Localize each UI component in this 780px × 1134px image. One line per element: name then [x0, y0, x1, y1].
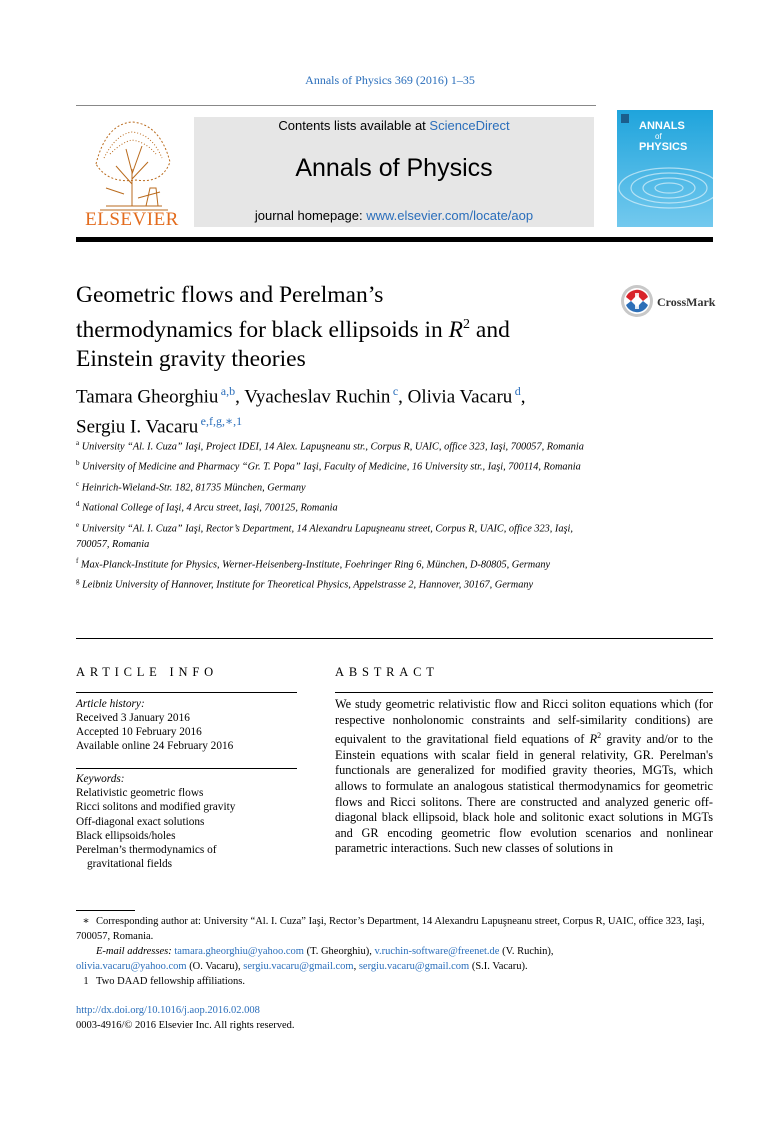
copyright: 0003-4916/© 2016 Elsevier Inc. All rights reserved. [76, 1020, 295, 1031]
title-line-2-end: and [470, 316, 510, 343]
crossmark-label: CrossMark [657, 295, 716, 309]
author-separator: , [398, 386, 408, 408]
author-name: Olivia Vacaru [407, 386, 513, 408]
info-rule [76, 768, 297, 769]
article-history [76, 697, 297, 753]
elsevier-wordmark: ELSEVIER [85, 209, 179, 228]
title-line-3: Einstein gravity theories [76, 345, 306, 372]
affiliation-text: National College of Iaşi, 4 Arcu street, Iaşi, 700125, Romania [82, 502, 338, 514]
title-line-2 [76, 310, 596, 345]
author-separator: , [235, 386, 245, 408]
journal-cover [617, 110, 713, 227]
online-date: Available online 24 February 2016 [76, 740, 234, 752]
info-rule [76, 692, 297, 693]
affiliation-mark: c [76, 479, 80, 488]
article-title [76, 281, 596, 374]
received-date: Received 3 January 2016 [76, 712, 190, 724]
author-name: Vyacheslav Ruchin [244, 386, 391, 408]
title-line-2-start: thermodynamics for black ellipsoids in [76, 316, 449, 343]
history-label: Article history: [76, 698, 145, 710]
keyword-item: Off-diagonal exact solutions [76, 815, 205, 828]
affiliation-mark: g [76, 577, 80, 586]
homepage-link[interactable]: www.elsevier.com/locate/aop [366, 208, 534, 223]
abstract-part-1: We study geometric relativistic flow and Ricci soliton equations which (for respective nonholonomic constraints and self-similarity conditions) are equivalent to the gravitational field equations of [335, 697, 713, 747]
contents-line [194, 118, 594, 133]
author-affil-marks[interactable]: c [392, 384, 399, 398]
affiliation-item [76, 497, 596, 516]
doi-block [76, 1003, 295, 1033]
affiliation-mark: e [76, 520, 80, 529]
keyword-item: Black ellipsoids/holes [76, 829, 176, 842]
abstract-rule [335, 692, 713, 693]
header-thick-rule [76, 237, 713, 242]
email-owner: , [353, 961, 359, 972]
title-line-1: Geometric flows and Perelman’s [76, 282, 384, 308]
elsevier-logo [76, 114, 188, 228]
affiliation-text: Heinrich-Wieland-Str. 182, 81735 München, Germany [81, 482, 306, 494]
author-affil-marks[interactable]: e,f,g,∗,1 [200, 414, 243, 429]
footnote-mark: 1 [83, 976, 89, 987]
homepage-line [194, 208, 594, 223]
email-owner: (V. Ruchin), [499, 946, 554, 957]
abstract-R: R [589, 732, 598, 747]
affiliation-mark: d [76, 500, 80, 509]
author-name: Tamara Gheorghiu [76, 386, 219, 408]
email-owner: (O. Vacaru), [186, 961, 244, 972]
crossmark-button[interactable] [619, 283, 719, 323]
sciencedirect-link[interactable]: ScienceDirect [429, 118, 510, 133]
title-R: R [448, 316, 464, 343]
title-sup: 2 [463, 317, 471, 332]
email-owner: (T. Gheorghiu), [303, 946, 375, 957]
keywords-label: Keywords: [76, 773, 125, 785]
affiliation-text: Max-Planck-Institute for Physics, Werner-Heisenberg-Institute, Foehringer Ring 6, München, D-80805, Germany [80, 559, 551, 571]
cover-title-1: ANNALS [639, 120, 685, 132]
abstract-part-2: gravity and/or to the Einstein equations with scalar field in general relativity, GR. Perelman's functionals are generalized for modified gravity theories, MGTs, which allows to formulate an analogous statistical thermodynamics for geometric flows and Ricci solitons. There are constructed and analyzed generic off-diagonal black ellipsoid, black hole and solitonic exact solutions in MGTs and GR encoding geometric flow evolution scenarios and nonlinear parametric interactions. Such new classes of solutions in [335, 732, 714, 856]
author-affil-marks[interactable]: d [514, 384, 521, 398]
header-rule [76, 105, 596, 106]
email-link[interactable]: sergiu.vacaru@gmail.com [358, 961, 470, 972]
email-addresses [76, 944, 713, 959]
affiliation-item [76, 574, 596, 593]
abstract-heading: ABSTRACT [335, 665, 439, 679]
cover-title-3: PHYSICS [639, 141, 688, 153]
footnote-1 [76, 974, 713, 989]
affiliation-item [76, 477, 596, 496]
keyword-item: Perelman’s thermodynamics of [76, 844, 217, 857]
crossmark-icon [619, 283, 719, 323]
affiliation-text: University “Al. I. Cuza” Iaşi, Project IDEI, 14 Alex. Lapuşneanu str., Corpus R, UAIC, office 323, Iaşi, 700057, Romania [81, 441, 584, 453]
affiliation-item [76, 518, 596, 552]
affiliation-item [76, 554, 596, 573]
email-link[interactable]: olivia.vacaru@yahoo.com [76, 961, 187, 972]
email-addresses-cont [76, 959, 713, 974]
footnotes [76, 914, 713, 989]
footnote-1-text: Two DAAD fellowship affiliations. [96, 976, 245, 987]
corresponding-text: Corresponding author at: University “Al. I. Cuza” Iaşi, Rector’s Department, 14 Alexandru Lapuşneanu street, Corpus R, UAIC, office 323, Iaşi, 700057, Romania. [76, 916, 705, 942]
abstract-text [335, 697, 713, 857]
affiliation-text: Leibniz University of Hannover, Institute for Theoretical Physics, Appelstrasse 2, Hannover, 30167, Germany [82, 579, 534, 591]
affiliation-mark: a [76, 439, 80, 447]
email-owner: (S.I. Vacaru). [469, 961, 528, 972]
affiliation-text: University “Al. I. Cuza” Iaşi, Rector’s Department, 14 Alexandru Lapuşneanu street, Corpus R, UAIC, office 323, Iaşi, 700057, Romania [76, 523, 573, 550]
homepage-prefix: journal homepage: [254, 208, 367, 223]
author-name: Sergiu I. Vacaru [76, 416, 199, 438]
author-affil-marks[interactable]: a,b [220, 384, 236, 398]
affiliation-mark: b [76, 459, 80, 468]
author-separator: , [520, 386, 526, 408]
journal-reference[interactable]: Annals of Physics 369 (2016) 1–35 [305, 73, 475, 87]
section-rule [76, 638, 713, 639]
keyword-item: gravitational fields [87, 858, 173, 871]
email-label: E-mail addresses: [96, 946, 172, 957]
keywords [76, 772, 297, 871]
cover-image-icon [617, 110, 713, 227]
affiliation-text: University of Medicine and Pharmacy “Gr. T. Popa” Iaşi, Faculty of Medicine, 16 University str., Iaşi, 700114, Romania [82, 461, 581, 473]
doi-link[interactable]: http://dx.doi.org/10.1016/j.aop.2016.02.008 [76, 1005, 260, 1016]
email-link[interactable]: v.ruchin-software@freenet.de [374, 946, 500, 957]
elsevier-tree-icon [76, 114, 188, 228]
cover-title-2: of [655, 132, 662, 141]
affiliation-item [76, 456, 596, 475]
abstract-sup: 2 [597, 731, 602, 741]
email-link[interactable]: sergiu.vacaru@gmail.com [243, 961, 354, 972]
corresponding-author-note [76, 914, 713, 944]
author-line-1 [76, 379, 596, 409]
footnote-rule [76, 910, 135, 911]
keyword-item: Ricci solitons and modified gravity [76, 801, 236, 814]
affiliation-mark: f [76, 556, 79, 565]
affiliation-list [76, 436, 596, 594]
contents-prefix: Contents lists available at [278, 118, 430, 133]
author-list [76, 379, 596, 440]
affiliation-item [76, 436, 596, 455]
article-info-heading: ARTICLE INFO [76, 665, 218, 679]
accepted-date: Accepted 10 February 2016 [76, 726, 202, 738]
keyword-item: Relativistic geometric flows [76, 787, 204, 800]
email-link[interactable]: tamara.gheorghiu@yahoo.com [174, 946, 304, 957]
footnote-star: ∗ [82, 916, 90, 927]
journal-name: Annals of Physics [295, 154, 493, 182]
